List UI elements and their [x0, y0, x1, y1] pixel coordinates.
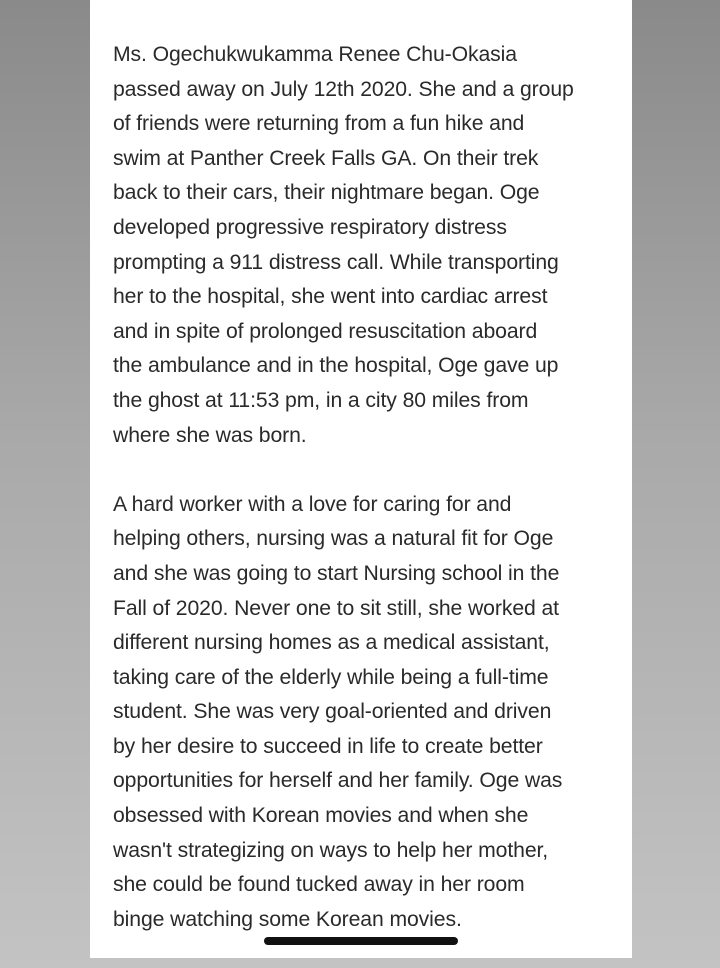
text-line: obsessed with Korean movies and when she: [113, 804, 529, 828]
text-line: her to the hospital, she went into cardiac arrest: [113, 285, 548, 309]
text-line: A hard worker with a love for caring for and: [113, 492, 512, 516]
obituary-text: [113, 38, 613, 937]
text-line: prompting a 911 distress call. While transporting: [113, 250, 559, 274]
text-line: by her desire to succeed in life to create better: [113, 734, 543, 758]
text-line: where she was born.: [113, 423, 307, 447]
text-line: Ms. Ogechukwukamma Renee Chu-Okasia: [113, 43, 517, 66]
text-line: wasn't strategizing on ways to help her mother,: [113, 838, 549, 862]
text-line: back to their cars, their nightmare began. Oge: [113, 181, 540, 205]
text-line: of friends were returning from a fun hike and: [113, 112, 525, 136]
paragraph-1: [113, 38, 613, 453]
text-line: Fall of 2020. Never one to sit still, she worked at: [113, 596, 559, 620]
text-line: she could be found tucked away in her room: [113, 873, 525, 897]
text-line: and in spite of prolonged resuscitation aboard: [113, 319, 538, 343]
text-line: binge watching some Korean movies.: [113, 907, 462, 931]
text-line: and she was going to start Nursing school in the: [113, 561, 560, 585]
text-line: the ambulance and in the hospital, Oge gave up: [113, 354, 559, 378]
paragraph-2: [113, 488, 613, 938]
text-line: the ghost at 11:53 pm, in a city 80 miles from: [113, 388, 529, 412]
text-line: opportunities for herself and her family. Oge was: [113, 769, 563, 793]
document-page: [90, 0, 632, 958]
paragraph-spacer: [113, 453, 613, 488]
text-line: student. She was very goal-oriented and driven: [113, 700, 552, 724]
text-line: swim at Panther Creek Falls GA. On their trek: [113, 146, 539, 170]
text-line: helping others, nursing was a natural fit for Oge: [113, 527, 554, 551]
text-line: different nursing homes as a medical assistant,: [113, 631, 550, 655]
home-indicator-bar[interactable]: [264, 937, 458, 945]
text-line: passed away on July 12th 2020. She and a group: [113, 77, 574, 101]
text-line: developed progressive respiratory distress: [113, 215, 507, 239]
text-line: taking care of the elderly while being a full-time: [113, 665, 549, 689]
